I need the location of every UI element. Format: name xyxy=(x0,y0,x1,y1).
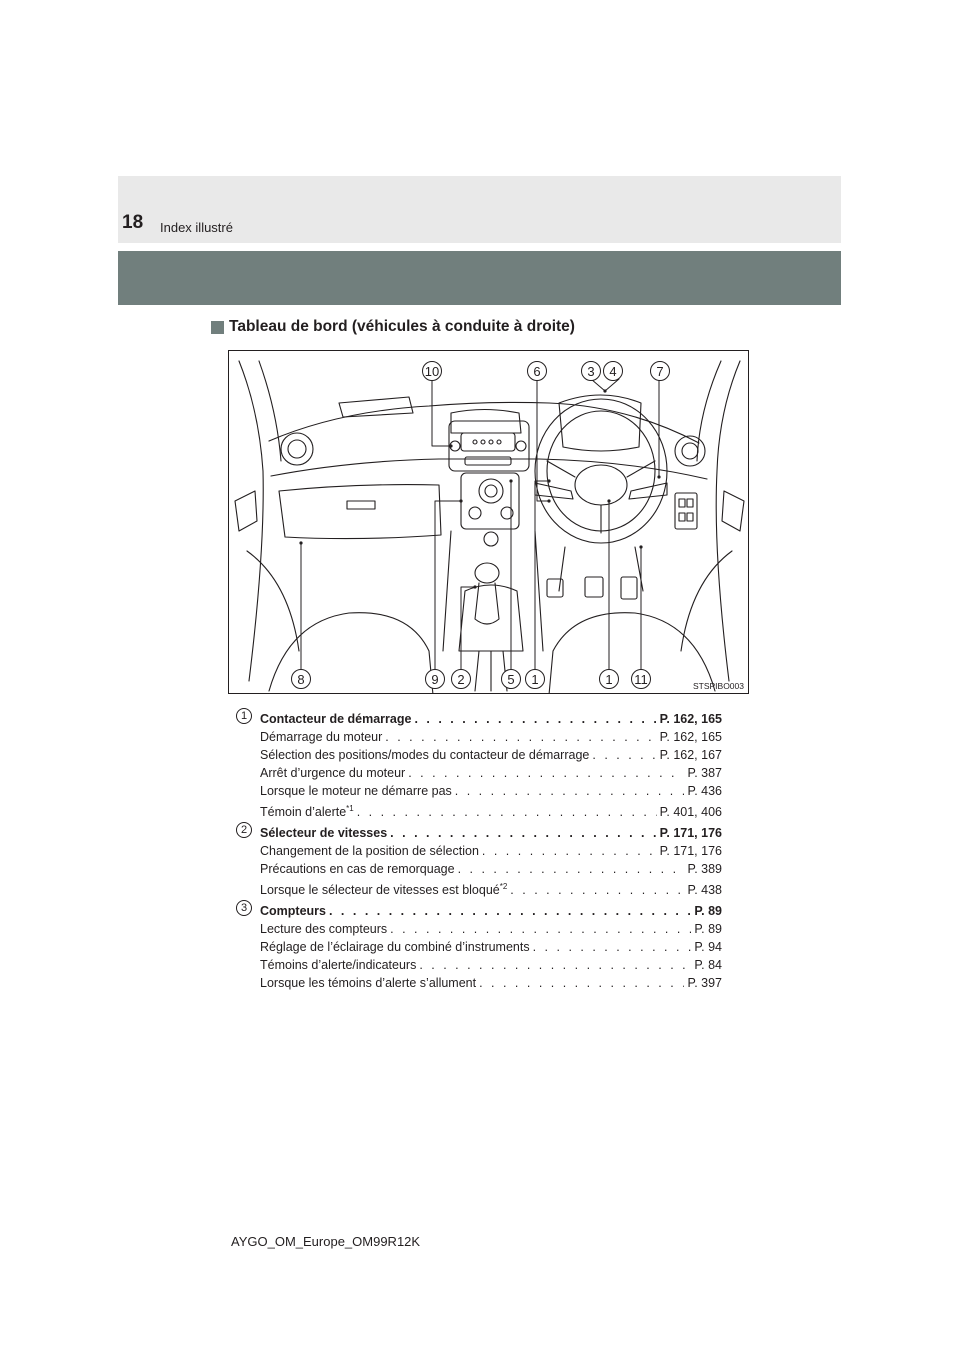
entry-sub-line xyxy=(260,782,722,800)
callout-6: 6 xyxy=(527,361,547,381)
footnote-marker: *2 xyxy=(499,882,508,891)
entry-sub-line xyxy=(260,956,722,974)
callout-8: 8 xyxy=(291,669,311,689)
page-reference: P. 94 xyxy=(694,940,722,954)
page-reference: P. 397 xyxy=(687,976,722,990)
entry-main-line xyxy=(260,824,722,842)
chapter-band xyxy=(118,251,841,305)
page-reference: P. 438 xyxy=(687,883,722,897)
footnote-marker: *1 xyxy=(346,804,354,813)
entry-sub-line xyxy=(260,878,722,899)
sub-topic: Réglage de l’éclairage du combiné d’instruments xyxy=(260,940,530,954)
entry-title: Contacteur de démarrage xyxy=(260,712,412,726)
sub-topic: Lorsque le moteur ne démarre pas xyxy=(260,784,452,798)
page-reference: P. 389 xyxy=(687,862,722,876)
dashboard-illustration xyxy=(228,350,749,694)
sub-topic: Sélection des positions/modes du contacteur de démarrage xyxy=(260,748,590,762)
callout-1-center: 1 xyxy=(525,669,545,689)
page-reference: P. 162, 165 xyxy=(659,730,722,744)
page-reference: P. 162, 165 xyxy=(659,712,722,726)
subheading-text: Tableau de bord (véhicules à conduite à droite) xyxy=(229,318,575,335)
sub-topic: Lorsque les témoins d’alerte s’allument xyxy=(260,976,477,990)
entry-number-icon: 1 xyxy=(236,708,252,724)
entry-number-icon: 3 xyxy=(236,900,252,916)
page-number: 18 xyxy=(122,212,144,233)
page-reference: P. 171, 176 xyxy=(659,844,722,858)
entry-main-line xyxy=(260,710,722,728)
figure-code: STSPIBO003 xyxy=(692,681,744,691)
page-reference: P. 387 xyxy=(687,766,722,780)
page-reference: P. 401, 406 xyxy=(659,805,722,819)
sub-topic: Précautions en cas de remorquage xyxy=(260,862,455,876)
callout-2: 2 xyxy=(451,669,471,689)
sub-topic: Démarrage du moteur xyxy=(260,730,383,744)
callout-7: 7 xyxy=(650,361,670,381)
entry-sub-line xyxy=(260,764,722,782)
callout-4: 4 xyxy=(603,361,623,381)
entry-number-icon: 2 xyxy=(236,822,252,838)
page-reference: P. 162, 167 xyxy=(659,748,722,762)
sub-topic: Changement de la position de sélection xyxy=(260,844,479,858)
callout-9: 9 xyxy=(425,669,445,689)
square-bullet-icon xyxy=(211,321,224,334)
sub-topic: Témoin d’alerte$^{*1}$ xyxy=(260,804,354,819)
sub-topic: Lorsque le sélecteur de vitesses est bloqué$^{*2}$ xyxy=(260,882,508,897)
entry-sub-line xyxy=(260,860,722,878)
entry-sub-line xyxy=(260,920,722,938)
page-reference: P. 436 xyxy=(687,784,722,798)
entry-sub-line xyxy=(260,746,722,764)
page-reference: P. 89 xyxy=(694,922,722,936)
entry-title: Compteurs xyxy=(260,904,326,918)
entry-sub-line xyxy=(260,974,722,992)
section-title: Index illustré xyxy=(160,220,233,235)
entry-sub-line xyxy=(260,938,722,956)
page-reference: P. 89 xyxy=(694,904,722,918)
subheading xyxy=(211,318,575,336)
entry-sub-line xyxy=(260,728,722,746)
page-reference: P. 171, 176 xyxy=(659,826,722,840)
dashboard-drawing xyxy=(229,351,749,694)
entry-sub-line xyxy=(260,842,722,860)
callout-11: 11 xyxy=(631,669,651,689)
callout-3: 3 xyxy=(581,361,601,381)
footer-code: AYGO_OM_Europe_OM99R12K xyxy=(231,1234,421,1249)
sub-topic: Arrêt d’urgence du moteur xyxy=(260,766,406,780)
entry-sub-line xyxy=(260,800,722,821)
page-reference: P. 84 xyxy=(694,958,722,972)
callout-1-right: 1 xyxy=(599,669,619,689)
callout-5: 5 xyxy=(501,669,521,689)
entry-title: Sélecteur de vitesses xyxy=(260,826,388,840)
sub-topic: Lecture des compteurs xyxy=(260,922,388,936)
callout-10: 10 xyxy=(422,361,442,381)
entry-main-line xyxy=(260,902,722,920)
sub-topic: Témoins d’alerte/indicateurs xyxy=(260,958,417,972)
